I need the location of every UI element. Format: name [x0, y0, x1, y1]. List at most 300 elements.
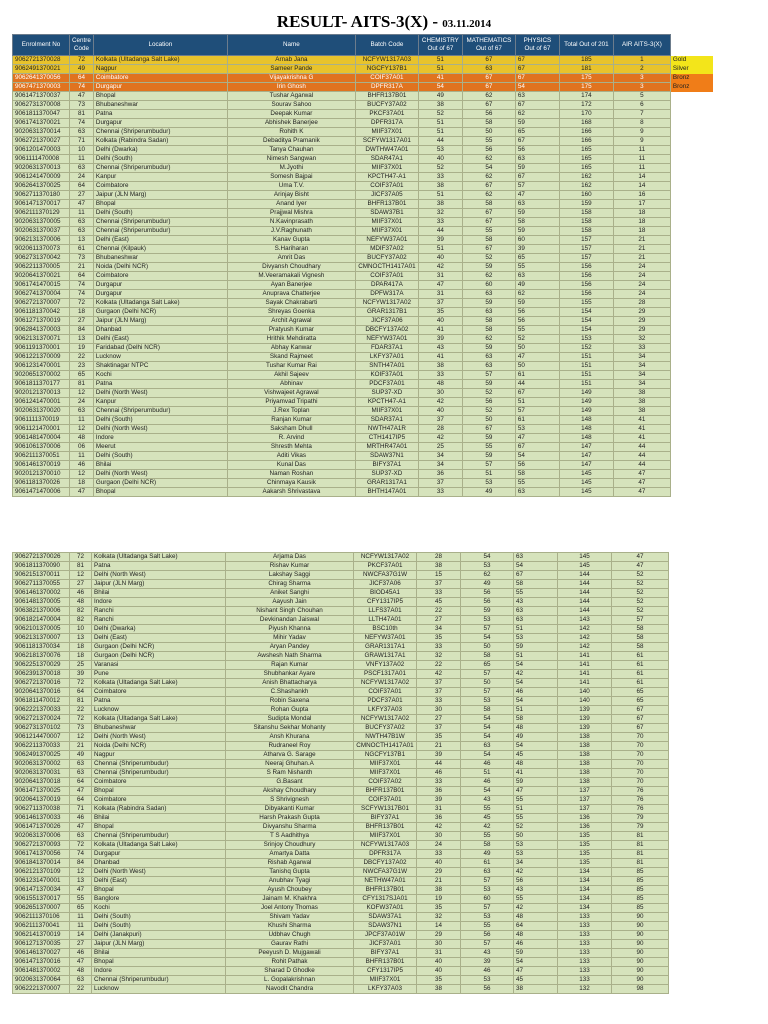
table-row — [13, 272, 714, 281]
batch-code-cell: MIIF37X01 — [355, 128, 418, 137]
batch-code-cell: BIOD45A1 — [354, 589, 417, 598]
location-cell: Delhi (South) — [92, 922, 226, 931]
centre-code-cell: 65 — [70, 904, 92, 913]
table-row — [13, 886, 669, 895]
name-cell: Mihir Yadav — [226, 634, 354, 643]
air-cell: 38 — [613, 389, 670, 398]
chemistry-cell: 53 — [418, 146, 462, 155]
chemistry-cell: 30 — [417, 706, 461, 715]
physics-cell: 67 — [515, 137, 559, 146]
batch-code-cell: GRAR1317A1 — [354, 643, 417, 652]
mathematics-cell: 57 — [461, 877, 514, 886]
name-cell: N.Kavinprasath — [227, 218, 355, 227]
chemistry-cell: 40 — [418, 155, 462, 164]
batch-code-cell: NCFYW1317A03 — [354, 841, 417, 850]
total-cell: 135 — [558, 850, 612, 859]
physics-cell: 61 — [515, 416, 559, 425]
location-cell: Bhopal — [93, 200, 227, 209]
centre-code-cell: 18 — [70, 652, 92, 661]
physics-cell: 59 — [515, 164, 559, 173]
air-cell: 70 — [612, 760, 669, 769]
name-cell: G.Basant — [226, 778, 354, 787]
total-cell: 135 — [558, 832, 612, 841]
batch-code-cell: DPAR417A — [355, 281, 418, 290]
location-cell: Coimbatore — [92, 778, 226, 787]
chemistry-cell: 35 — [418, 308, 462, 317]
award-cell — [670, 488, 713, 497]
mathematics-cell: 56 — [462, 146, 515, 155]
name-cell: Amrit Das — [227, 254, 355, 263]
chemistry-cell: 32 — [417, 652, 461, 661]
table-row — [13, 598, 669, 607]
centre-code-cell: 81 — [70, 562, 92, 571]
table-row — [13, 949, 669, 958]
centre-code-cell: 72 — [70, 715, 92, 724]
chemistry-cell: 36 — [417, 814, 461, 823]
table-row — [13, 83, 714, 92]
table-row — [13, 562, 669, 571]
batch-code-cell: GRAR1317A1 — [355, 479, 418, 488]
name-cell: Prajjwal Mishra — [227, 209, 355, 218]
air-cell: 41 — [613, 416, 670, 425]
physics-cell: 59 — [514, 778, 558, 787]
name-cell: Naman Roshan — [227, 470, 355, 479]
name-cell: Peeyush D. Mujgawali — [226, 949, 354, 958]
enrolment-cell: 9061231470001 — [13, 362, 70, 371]
batch-code-cell: GRAR1317B1 — [355, 308, 418, 317]
mathematics-cell: 54 — [462, 164, 515, 173]
batch-code-cell: NCFYW1317A02 — [355, 299, 418, 308]
centre-code-cell: 71 — [70, 137, 94, 146]
location-cell: Ranchi — [92, 616, 226, 625]
name-cell: Vijayakrishna G — [227, 74, 355, 83]
total-cell: 139 — [558, 715, 612, 724]
location-cell: Durgapur — [92, 850, 226, 859]
location-cell: Delhi (South) — [93, 155, 227, 164]
chemistry-cell: 39 — [417, 751, 461, 760]
batch-code-cell: LKFY37A01 — [355, 353, 418, 362]
mathematics-cell: 59 — [462, 452, 515, 461]
table-row — [13, 110, 714, 119]
batch-code-cell: MIIF37X01 — [354, 976, 417, 985]
enrolment-cell: 9061481470004 — [13, 434, 70, 443]
enrolment-cell: 9062721370024 — [13, 715, 70, 724]
centre-code-cell: 23 — [70, 362, 94, 371]
mathematics-cell: 50 — [462, 416, 515, 425]
physics-cell: 41 — [514, 769, 558, 778]
total-cell: 144 — [558, 598, 612, 607]
award-cell — [670, 461, 713, 470]
batch-code-cell: MRTHR47A01 — [355, 443, 418, 452]
table-row — [13, 643, 669, 652]
mathematics-cell: 50 — [462, 128, 515, 137]
physics-cell: 59 — [515, 299, 559, 308]
air-cell: 98 — [612, 985, 669, 994]
name-cell: Amartya Datta — [226, 850, 354, 859]
award-cell — [670, 407, 713, 416]
location-cell: Shaktinagar NTPC — [93, 362, 227, 371]
total-cell: 143 — [558, 616, 612, 625]
enrolment-cell: 9061461370002 — [13, 589, 70, 598]
mathematics-cell: 67 — [462, 245, 515, 254]
total-cell: 142 — [558, 625, 612, 634]
mathematics-cell: 49 — [462, 488, 515, 497]
air-cell: 24 — [613, 272, 670, 281]
name-cell: J.V.Raghunath — [227, 227, 355, 236]
name-cell: Aakarsh Shrivastava — [227, 488, 355, 497]
table-row — [13, 679, 669, 688]
physics-cell: 63 — [515, 92, 559, 101]
chemistry-cell: 37 — [417, 679, 461, 688]
mathematics-cell: 63 — [462, 290, 515, 299]
air-cell: 21 — [613, 245, 670, 254]
batch-code-cell: SDAR47A1 — [355, 155, 418, 164]
chemistry-cell: 33 — [418, 488, 462, 497]
physics-cell: 59 — [514, 643, 558, 652]
location-cell: Gurgaon (Delhi NCR) — [92, 643, 226, 652]
air-cell: 90 — [612, 922, 669, 931]
physics-cell: 54 — [515, 452, 559, 461]
table-row — [13, 697, 669, 706]
physics-cell: 55 — [515, 263, 559, 272]
chemistry-cell: 27 — [417, 616, 461, 625]
total-cell: 134 — [558, 895, 612, 904]
name-cell: Ranjan Kumar — [227, 416, 355, 425]
air-cell: 81 — [612, 859, 669, 868]
award-cell — [670, 371, 713, 380]
location-cell: Patna — [93, 110, 227, 119]
physics-cell: 59 — [515, 209, 559, 218]
total-cell: 138 — [558, 760, 612, 769]
award-cell — [670, 191, 713, 200]
location-cell: Kolkata (Rabindra Sadan) — [93, 137, 227, 146]
mathematics-cell: 46 — [461, 967, 514, 976]
batch-code-cell: PKCF37A01 — [355, 110, 418, 119]
chemistry-cell: 37 — [417, 724, 461, 733]
batch-code-cell: DPFW317A — [355, 290, 418, 299]
batch-code-cell: BHFR137B01 — [354, 823, 417, 832]
air-cell: 7 — [613, 110, 670, 119]
table-row — [13, 452, 714, 461]
table-row — [13, 317, 714, 326]
chemistry-cell: 54 — [418, 83, 462, 92]
award-cell — [670, 227, 713, 236]
mathematics-cell: 59 — [462, 344, 515, 353]
air-cell: 2 — [613, 65, 670, 74]
enrolment-cell: 9062721370007 — [13, 299, 70, 308]
table-row — [13, 796, 669, 805]
name-cell: Tanishq Gupta — [226, 868, 354, 877]
chemistry-cell: 42 — [417, 670, 461, 679]
physics-cell: 57 — [515, 182, 559, 191]
mathematics-cell: 43 — [461, 949, 514, 958]
name-cell: Rajan Kumar — [226, 661, 354, 670]
centre-code-cell: 73 — [70, 101, 94, 110]
name-cell: Abhinav — [227, 380, 355, 389]
chemistry-cell: 37 — [417, 688, 461, 697]
mathematics-cell: 62 — [462, 173, 515, 182]
centre-code-cell: 47 — [70, 787, 92, 796]
physics-cell: 58 — [514, 580, 558, 589]
table-row — [13, 868, 669, 877]
enrolment-cell: 9020631370013 — [13, 164, 70, 173]
table-row — [13, 227, 714, 236]
mathematics-cell: 56 — [461, 931, 514, 940]
enrolment-cell: 9062221370033 — [13, 706, 70, 715]
centre-code-cell: 21 — [70, 263, 94, 272]
mathematics-cell: 42 — [461, 823, 514, 832]
batch-code-cell: NEFYW37A01 — [355, 236, 418, 245]
air-cell: 76 — [612, 787, 669, 796]
award-cell — [670, 110, 713, 119]
batch-code-cell: BUCFY37A02 — [354, 724, 417, 733]
total-cell: 144 — [558, 607, 612, 616]
award-cell — [670, 443, 713, 452]
physics-cell: 49 — [514, 733, 558, 742]
batch-code-cell: SDAW37N1 — [354, 922, 417, 931]
centre-code-cell: 27 — [70, 940, 92, 949]
award-cell — [670, 425, 713, 434]
centre-code-cell: 82 — [70, 607, 92, 616]
location-cell: Bhubaneshwar — [92, 724, 226, 733]
table-row — [13, 209, 714, 218]
chemistry-cell: 37 — [418, 479, 462, 488]
batch-code-cell: BHFR137B01 — [354, 958, 417, 967]
location-cell: Delhi (East) — [92, 877, 226, 886]
name-cell: S Shrivignesh — [226, 796, 354, 805]
name-cell: Ansh Khurana — [226, 733, 354, 742]
name-cell: Sitanshu Sekhar Mohanty — [226, 724, 354, 733]
total-cell: 133 — [558, 967, 612, 976]
location-cell: Patna — [92, 697, 226, 706]
enrolment-cell: 9020631370031 — [13, 769, 70, 778]
air-cell: 81 — [612, 841, 669, 850]
centre-code-cell: 21 — [70, 742, 92, 751]
name-cell: M.Veeramakali Vignesh — [227, 272, 355, 281]
table-row — [13, 182, 714, 191]
enrolment-cell: 9062491370021 — [13, 65, 70, 74]
table-row — [13, 173, 714, 182]
enrolment-cell: 9061471370026 — [13, 823, 70, 832]
chemistry-cell: 51 — [418, 191, 462, 200]
table-row — [13, 751, 669, 760]
air-cell: 58 — [612, 634, 669, 643]
chemistry-cell: 36 — [417, 787, 461, 796]
batch-code-cell: LLTH47A01 — [354, 616, 417, 625]
location-cell: Bhopal — [92, 787, 226, 796]
batch-code-cell: CFY1317IP5 — [354, 967, 417, 976]
centre-code-cell: 12 — [70, 733, 92, 742]
centre-code-cell: 46 — [70, 949, 92, 958]
centre-code-cell: 11 — [70, 209, 94, 218]
name-cell: Deepak Kumar — [227, 110, 355, 119]
location-cell: Meerut — [93, 443, 227, 452]
batch-code-cell: BHFR137B01 — [355, 92, 418, 101]
enrolment-cell: 9062711370055 — [13, 580, 70, 589]
table-row — [13, 137, 714, 146]
physics-cell: 38 — [514, 985, 558, 994]
total-cell: 158 — [559, 209, 613, 218]
air-cell: 70 — [612, 733, 669, 742]
total-cell: 170 — [559, 110, 613, 119]
name-cell: Anish Bhattacharya — [226, 679, 354, 688]
air-cell: 34 — [613, 353, 670, 362]
location-cell: Lucknow — [92, 706, 226, 715]
location-cell: Bhopal — [92, 823, 226, 832]
total-cell: 151 — [559, 362, 613, 371]
award-cell — [670, 479, 713, 488]
chemistry-cell: 33 — [418, 173, 462, 182]
table-row — [13, 155, 714, 164]
name-cell: Arinjay Bisht — [227, 191, 355, 200]
name-cell: Sourav Sahoo — [227, 101, 355, 110]
total-cell: 133 — [558, 949, 612, 958]
award-cell — [670, 164, 713, 173]
air-cell: 41 — [613, 425, 670, 434]
table-row — [13, 479, 714, 488]
chemistry-cell: 31 — [418, 290, 462, 299]
physics-cell: 55 — [515, 479, 559, 488]
location-cell: Jaipur (JLN Marg) — [93, 191, 227, 200]
physics-cell: 48 — [514, 724, 558, 733]
mathematics-cell: 62 — [462, 191, 515, 200]
centre-code-cell: 14 — [70, 931, 92, 940]
mathematics-cell: 53 — [462, 479, 515, 488]
total-cell: 168 — [559, 119, 613, 128]
batch-code-cell: CFY1317SJA01 — [354, 895, 417, 904]
result-date: 03.11.2014 — [442, 18, 492, 30]
name-cell: Rohit Pathak — [226, 958, 354, 967]
chemistry-cell: 25 — [418, 443, 462, 452]
enrolment-cell: 9061811370047 — [13, 110, 70, 119]
chemistry-cell: 32 — [418, 209, 462, 218]
centre-code-cell: 81 — [70, 697, 92, 706]
total-cell: 172 — [559, 101, 613, 110]
centre-code-cell: 22 — [70, 985, 92, 994]
enrolment-cell: 9061201470003 — [13, 146, 70, 155]
enrolment-cell: 9062131370007 — [13, 634, 70, 643]
enrolment-cell: 9062731370008 — [13, 101, 70, 110]
centre-code-cell: 12 — [70, 389, 94, 398]
chemistry-cell: 31 — [417, 805, 461, 814]
physics-cell: 59 — [515, 119, 559, 128]
total-cell: 152 — [559, 344, 613, 353]
air-cell: 76 — [612, 796, 669, 805]
mathematics-cell: 67 — [462, 101, 515, 110]
physics-cell: 54 — [514, 679, 558, 688]
air-cell: 11 — [613, 155, 670, 164]
batch-code-cell: COIF37A01 — [354, 688, 417, 697]
air-cell: 81 — [612, 850, 669, 859]
total-cell: 148 — [559, 434, 613, 443]
centre-code-cell: 73 — [70, 724, 92, 733]
location-cell: Delhi (Dwarka) — [93, 146, 227, 155]
total-cell: 154 — [559, 317, 613, 326]
total-cell: 165 — [559, 146, 613, 155]
air-cell: 9 — [613, 128, 670, 137]
location-cell: Bhopal — [92, 958, 226, 967]
enrolment-cell: 9020611370073 — [13, 245, 70, 254]
batch-code-cell: PDCF37A01 — [355, 380, 418, 389]
table-row — [13, 146, 714, 155]
location-cell: Bhilai — [93, 461, 227, 470]
batch-code-cell: MIIF37X01 — [355, 218, 418, 227]
chemistry-cell: 39 — [418, 335, 462, 344]
chemistry-cell: 14 — [417, 922, 461, 931]
name-cell: Robin Saxena — [226, 697, 354, 706]
mathematics-cell: 63 — [462, 362, 515, 371]
air-cell: 85 — [612, 886, 669, 895]
total-cell: 175 — [559, 83, 613, 92]
enrolment-cell: 9063821370006 — [13, 607, 70, 616]
centre-code-cell: 47 — [70, 958, 92, 967]
table-row — [13, 380, 714, 389]
total-cell: 145 — [558, 562, 612, 571]
mathematics-cell: 67 — [462, 425, 515, 434]
chemistry-cell: 42 — [418, 434, 462, 443]
name-cell: Akhil Sajeev — [227, 371, 355, 380]
chemistry-cell: 36 — [418, 470, 462, 479]
name-cell: Akshay Choudhary — [226, 787, 354, 796]
mathematics-cell: 65 — [461, 661, 514, 670]
centre-code-cell: 49 — [70, 65, 94, 74]
batch-code-cell: SDAW37A1 — [354, 913, 417, 922]
award-cell: Bronz — [670, 74, 713, 83]
centre-code-cell: 46 — [70, 814, 92, 823]
physics-cell: 45 — [514, 751, 558, 760]
batch-code-cell: BIFY37A1 — [355, 461, 418, 470]
chemistry-cell: 22 — [417, 661, 461, 670]
location-cell: Lucknow — [92, 985, 226, 994]
batch-code-cell: DWTHW47A01 — [355, 146, 418, 155]
air-cell: 90 — [612, 958, 669, 967]
location-cell: Chennai (Kilpauk) — [93, 245, 227, 254]
enrolment-cell: 9061811470012 — [13, 697, 70, 706]
total-cell: 160 — [559, 191, 613, 200]
air-cell: 65 — [612, 688, 669, 697]
table-row — [13, 362, 714, 371]
mathematics-cell: 51 — [462, 470, 515, 479]
enrolment-cell: 9061121470001 — [13, 425, 70, 434]
location-cell: Noida (Delhi NCR) — [92, 742, 226, 751]
centre-code-cell: 73 — [70, 254, 94, 263]
award-cell: Gold — [670, 56, 713, 65]
name-cell: Gaurav Rathi — [226, 940, 354, 949]
physics-cell: 56 — [515, 461, 559, 470]
total-cell: 141 — [558, 661, 612, 670]
centre-code-cell: 25 — [70, 661, 92, 670]
chemistry-cell: 30 — [418, 389, 462, 398]
chemistry-cell: 24 — [417, 841, 461, 850]
enrolment-cell: 9062131370006 — [13, 236, 70, 245]
centre-code-cell: 64 — [70, 272, 94, 281]
physics-cell: 54 — [515, 83, 559, 92]
enrolment-cell: 9062151370011 — [13, 571, 70, 580]
enrolment-cell: 9061191370001 — [13, 344, 70, 353]
enrolment-cell: 9061741370056 — [13, 850, 70, 859]
location-cell: Gurgaon (Delhi NCR) — [92, 652, 226, 661]
table-row — [13, 101, 714, 110]
table-row — [13, 922, 669, 931]
physics-cell: 63 — [515, 155, 559, 164]
physics-cell: 63 — [514, 553, 558, 562]
table-row — [13, 461, 714, 470]
physics-cell: 67 — [515, 389, 559, 398]
table-row — [13, 814, 669, 823]
enrolment-cell: 9062121370109 — [13, 868, 70, 877]
batch-code-cell: SUP37-XD — [355, 470, 418, 479]
centre-code-cell: 65 — [70, 371, 94, 380]
